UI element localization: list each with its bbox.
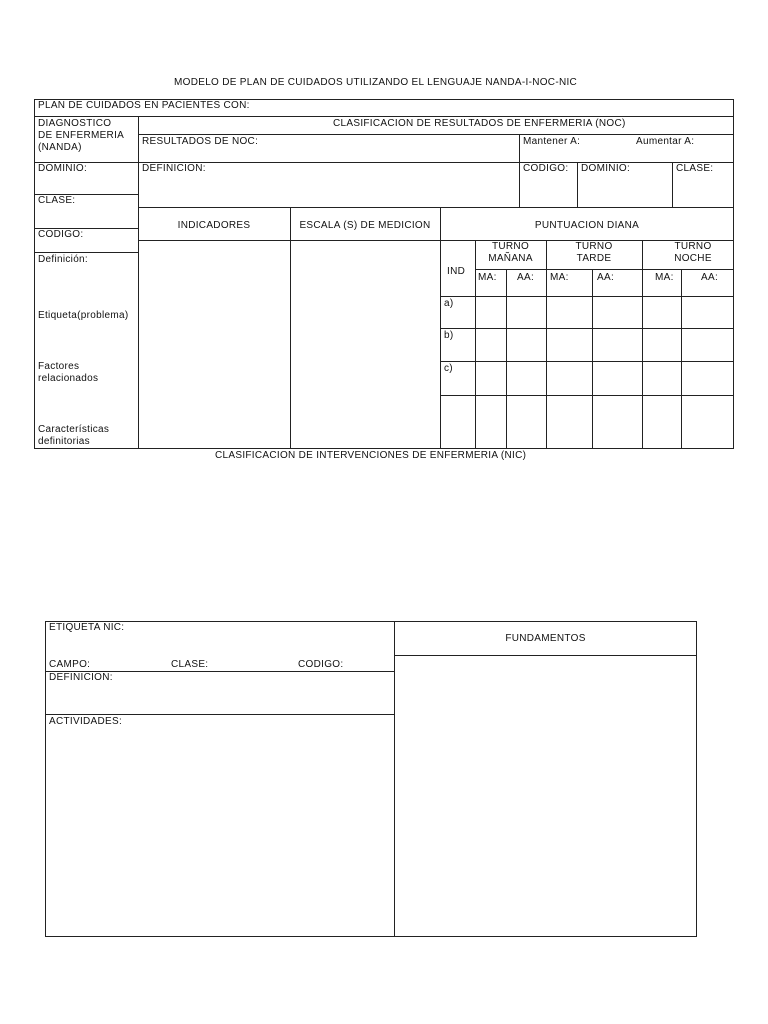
noc-header: CLASIFICACION DE RESULTADOS DE ENFERMERIA (NOC) (333, 118, 626, 129)
factores-label-line2: relacionados (38, 373, 99, 384)
turno-manana-line1: TURNO (491, 241, 530, 252)
mantener-label: Mantener A: (523, 136, 581, 147)
turno-tarde-line1: TURNO (575, 241, 613, 252)
nic-codigo-label: CODIGO: (298, 659, 344, 670)
turno-noche-line1: TURNO (674, 241, 712, 252)
ma-label: MA: (550, 272, 569, 283)
actividades-label: ACTIVIDADES: (49, 716, 123, 727)
codigo-label: CODIGO: (38, 229, 84, 240)
caracteristicas-label-line2: definitorias (38, 436, 90, 447)
indicadores-header: INDICADORES (177, 220, 251, 231)
clase-label: CLASE: (38, 195, 76, 206)
dominio-label: DOMINIO: (38, 163, 88, 174)
aa-label: AA: (597, 272, 615, 283)
aumentar-label: Aumentar A: (636, 136, 695, 147)
plan-header: PLAN DE CUIDADOS EN PACIENTES CON: (38, 100, 250, 111)
turno-manana-line2: MAÑANA (488, 253, 533, 264)
puntuacion-header: PUNTUACION DIANA (534, 220, 640, 231)
ma-label: MA: (655, 272, 674, 283)
turno-noche-line2: NOCHE (674, 253, 712, 264)
row-label-c: c) (444, 363, 453, 374)
diagnostico-label-line1: DIAGNOSTICO (38, 118, 112, 129)
fundamentos-header: FUNDAMENTOS (505, 633, 586, 644)
document-title: MODELO DE PLAN DE CUIDADOS UTILIZANDO EL LENGUAJE NANDA-I-NOC-NIC (174, 77, 578, 88)
escala-header: ESCALA (S) DE MEDICION (299, 220, 431, 231)
nic-clase-label: CLASE: (171, 659, 209, 670)
diagnostico-label-line3: (NANDA) (38, 142, 82, 153)
definicion-label: Definición: (38, 254, 88, 265)
caracteristicas-label-line1: Características (38, 424, 110, 435)
turno-tarde-line2: TARDE (576, 253, 612, 264)
factores-label-line1: Factores (38, 361, 80, 372)
nic-table-frame (45, 621, 697, 937)
aa-label: AA: (701, 272, 719, 283)
noc-dominio-label: DOMINIO: (581, 163, 631, 174)
diagnostico-label-line2: DE ENFERMERIA (38, 130, 125, 141)
nic-section-header: CLASIFICACION DE INTERVENCIONES DE ENFERMERIA (NIC) (215, 450, 527, 461)
care-plan-table-frame (34, 99, 734, 449)
row-label-a: a) (444, 298, 454, 309)
nic-definicion-label: DEFINICION: (49, 672, 113, 683)
noc-codigo-label: CODIGO: (523, 163, 569, 174)
ind-header: IND (447, 266, 466, 277)
ma-label: MA: (478, 272, 497, 283)
etiqueta-label: Etiqueta(problema) (38, 310, 129, 321)
etiqueta-nic-label: ETIQUETA NIC: (49, 622, 125, 633)
row-label-b: b) (444, 330, 454, 341)
resultados-noc-label: RESULTADOS DE NOC: (142, 136, 259, 147)
aa-label: AA: (517, 272, 535, 283)
noc-definicion-label: DEFINICION: (142, 163, 206, 174)
noc-clase-label: CLASE: (676, 163, 714, 174)
campo-label: CAMPO: (49, 659, 91, 670)
